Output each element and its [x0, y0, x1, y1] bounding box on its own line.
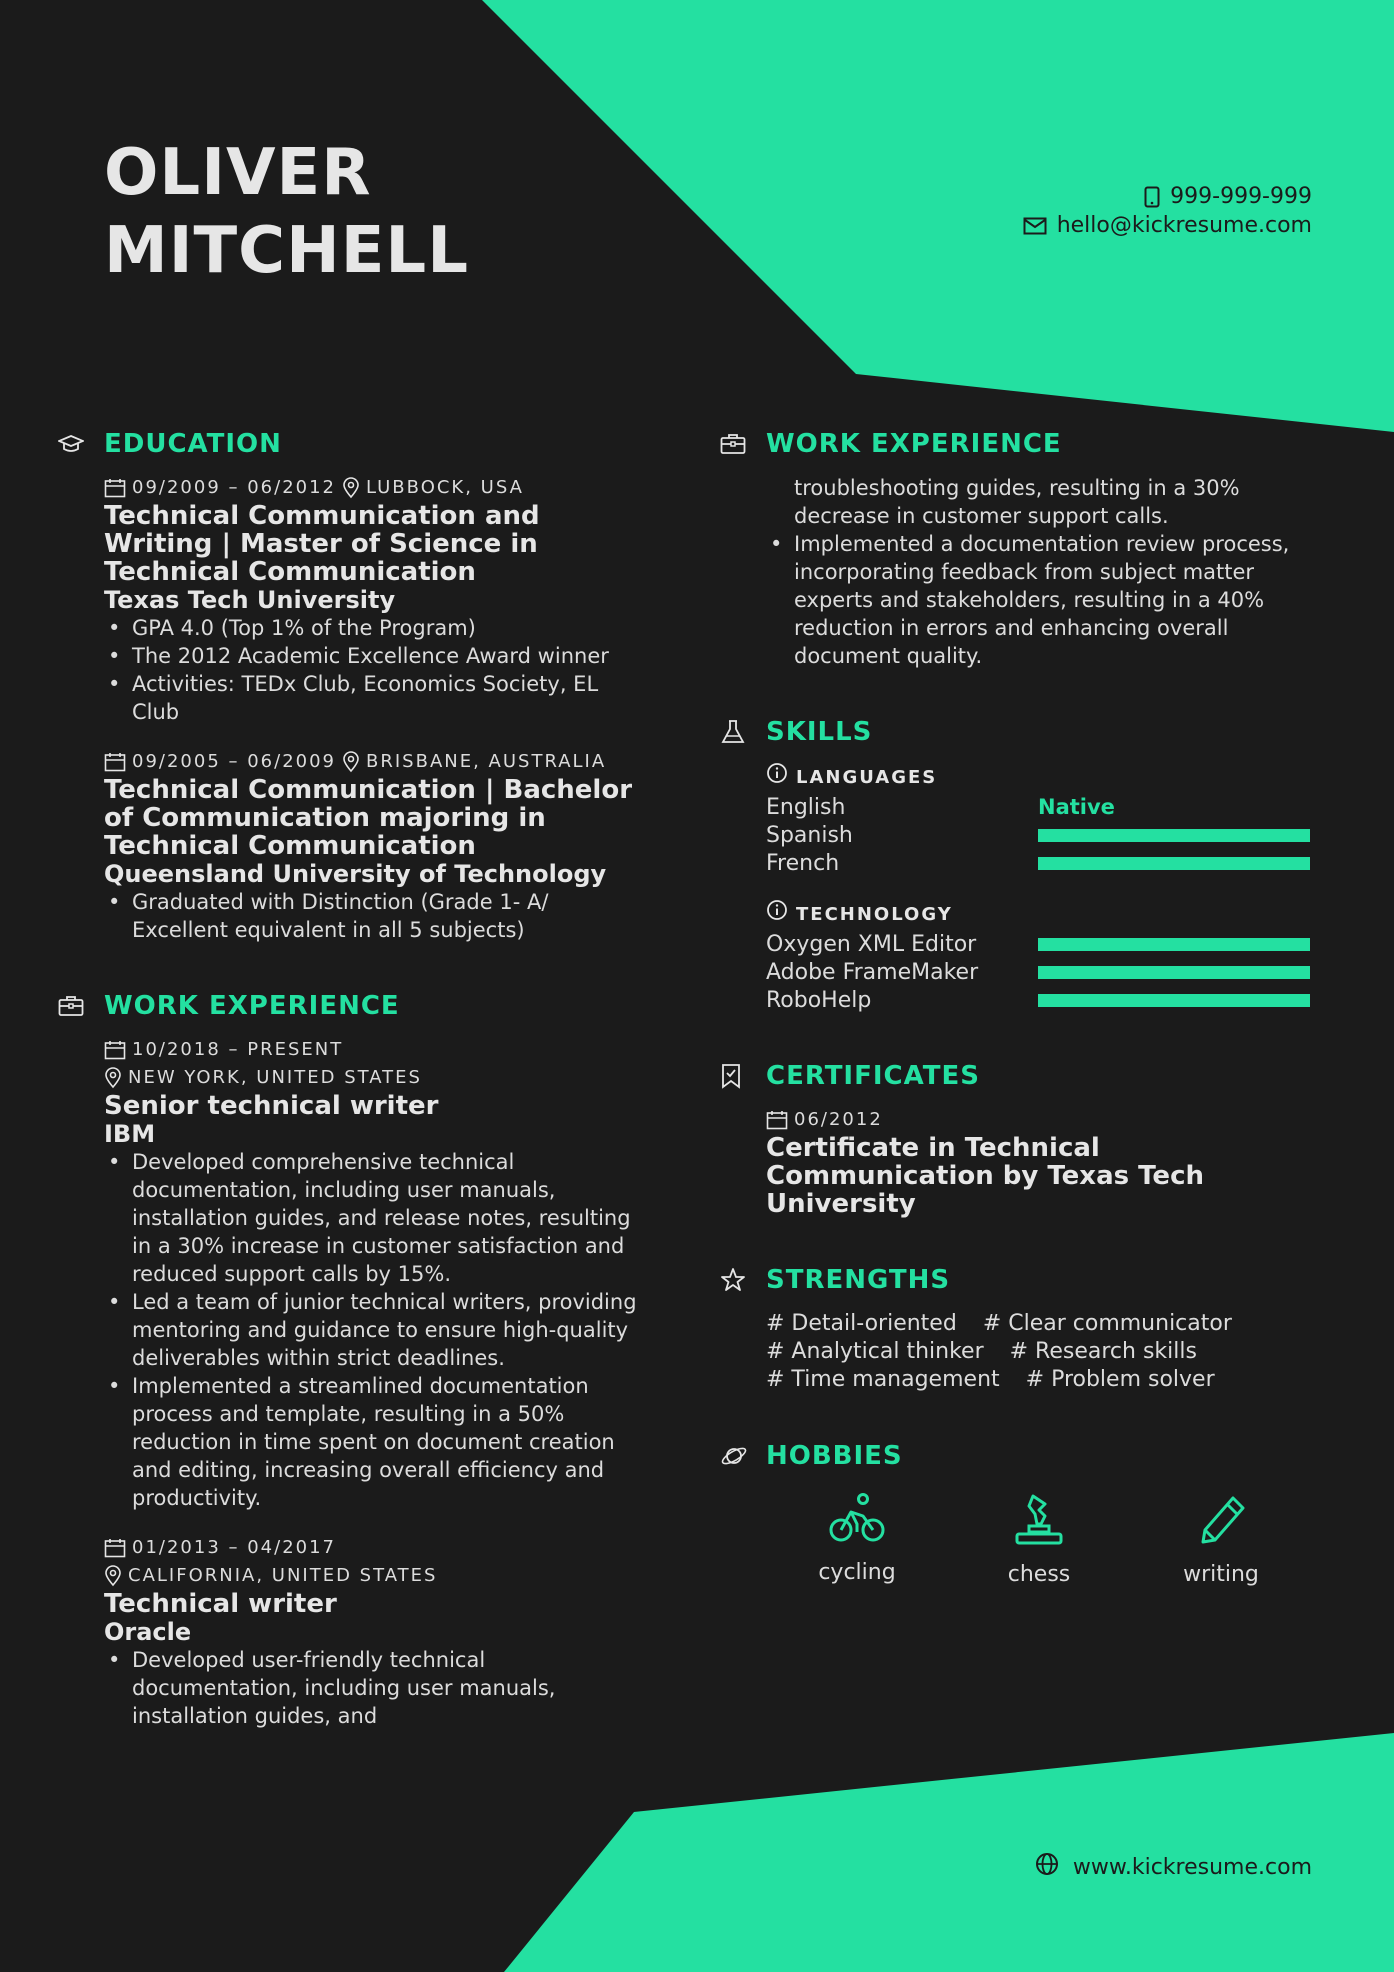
work-entry — [58, 1036, 648, 1512]
skill-level-bar — [1038, 938, 1310, 951]
info-icon — [766, 762, 788, 793]
skill-row — [766, 793, 1320, 821]
skill-level-bar — [1038, 857, 1310, 870]
education-entry — [58, 748, 648, 944]
skill-name: French — [766, 850, 840, 876]
list-item: • The 2012 Academic Excellence Award winner — [132, 642, 648, 670]
list-item: • Developed user-friendly technical documentation, including user manuals, installation guides, and — [132, 1646, 648, 1730]
skill-name: English — [766, 794, 846, 820]
strength-tag: # Detail-oriented — [766, 1311, 957, 1336]
company-name: IBM — [104, 1120, 156, 1148]
work-location: NEW YORK, UNITED STATES — [128, 1067, 422, 1088]
work-bullets — [104, 1148, 648, 1512]
star-icon — [720, 1267, 766, 1293]
flask-icon — [720, 719, 766, 745]
company-name: Oracle — [104, 1618, 192, 1646]
list-item: • Led a team of junior technical writers, providing mentoring and guidance to ensure high-quality deliverables within strict deadlines. — [132, 1288, 648, 1372]
skills-section-header — [720, 714, 1320, 750]
location-pin-icon — [104, 1565, 122, 1587]
languages-header — [766, 762, 1320, 793]
candidate-name — [104, 134, 469, 290]
calendar-icon — [104, 478, 126, 498]
contact-info — [1023, 182, 1312, 240]
work-location-row — [104, 1562, 648, 1590]
list-item: • GPA 4.0 (Top 1% of the Program) — [132, 614, 648, 642]
skill-row — [766, 930, 1320, 958]
phone-icon — [1144, 186, 1160, 208]
skill-level-bar — [1038, 994, 1310, 1007]
work-dates: 01/2013 – 04/2017 — [132, 1537, 336, 1558]
skill-row — [766, 986, 1320, 1014]
work-location-row — [104, 1064, 648, 1092]
education-location: LUBBOCK, USA — [366, 477, 524, 498]
skill-name: Oxygen XML Editor — [766, 931, 977, 957]
cycling-icon — [829, 1492, 885, 1548]
hobbies-title: HOBBIES — [766, 1441, 903, 1471]
skills-body — [720, 762, 1320, 1014]
calendar-icon — [104, 1538, 126, 1558]
skill-name: RoboHelp — [766, 987, 872, 1013]
email-icon — [1023, 217, 1047, 235]
skill-row — [766, 821, 1320, 849]
strength-row — [766, 1310, 1320, 1338]
degree-title: Technical Communication | Bachelor of Communication majoring in Technical Communication — [104, 775, 633, 861]
degree-title: Technical Communication and Writing | Master of Science in Technical Communication — [104, 501, 540, 587]
work-bullets — [104, 1646, 648, 1730]
certificate-entry — [720, 1106, 1320, 1218]
strength-tag: # Clear communicator — [982, 1311, 1232, 1336]
skill-row — [766, 849, 1320, 877]
right-column — [720, 426, 1320, 1587]
hobbies-list — [720, 1492, 1320, 1587]
hobby-label: cycling — [818, 1560, 896, 1585]
education-location: BRISBANE, AUSTRALIA — [366, 751, 607, 772]
skill-level-fill — [1038, 938, 1310, 951]
briefcase-icon — [58, 995, 104, 1017]
skills-title: SKILLS — [766, 717, 873, 747]
work-dates-row — [104, 1534, 648, 1562]
left-column — [58, 426, 648, 1730]
location-pin-icon — [342, 477, 360, 499]
work-continued-text: troubleshooting guides, resulting in a 30% decrease in customer support calls. — [794, 476, 1240, 528]
phone-row — [1023, 182, 1312, 211]
work-title: WORK EXPERIENCE — [104, 991, 400, 1021]
skill-name: Adobe FrameMaker — [766, 959, 979, 985]
certificate-date: 06/2012 — [794, 1109, 883, 1130]
job-role: Senior technical writer — [104, 1091, 439, 1121]
work-dates: 10/2018 – PRESENT — [132, 1039, 344, 1060]
hobby-item — [1130, 1492, 1312, 1587]
certificate-name: Certificate in Technical Communication by Texas Tech University — [766, 1133, 1204, 1219]
phone-number[interactable]: 999-999-999 — [1170, 184, 1312, 209]
education-bullets — [104, 888, 648, 944]
education-dates: 09/2005 – 06/2009 — [132, 751, 336, 772]
technology-label: TECHNOLOGY — [796, 903, 953, 925]
work-continued-bullets — [766, 530, 1294, 670]
strengths-section-header — [720, 1262, 1320, 1298]
strength-tag: # Time management — [766, 1367, 1000, 1392]
email-address[interactable]: hello@kickresume.com — [1056, 213, 1312, 238]
work-continued-header — [720, 426, 1320, 462]
skill-level-fill — [1038, 966, 1310, 979]
strength-tag: # Problem solver — [1025, 1367, 1215, 1392]
education-dates: 09/2009 – 06/2012 — [132, 477, 336, 498]
education-section-header — [58, 426, 648, 462]
school-name: Texas Tech University — [104, 586, 396, 614]
footer — [1035, 1852, 1312, 1882]
certificates-title: CERTIFICATES — [766, 1061, 980, 1091]
education-meta — [104, 474, 648, 502]
calendar-icon — [104, 1040, 126, 1060]
strength-tag: # Research skills — [1009, 1339, 1197, 1364]
education-meta — [104, 748, 648, 776]
skill-level-fill — [1038, 857, 1310, 870]
planet-icon — [720, 1443, 766, 1469]
hobbies-section-header — [720, 1438, 1320, 1474]
list-item: • Implemented a streamlined documentation process and template, resulting in a 50% reduction in time spent on document creation and editing, increasing overall efficiency and productivity. — [132, 1372, 648, 1512]
strength-row — [766, 1366, 1320, 1394]
first-name: OLIVER — [104, 136, 372, 210]
calendar-icon — [104, 752, 126, 772]
certificates-section-header — [720, 1058, 1320, 1094]
skill-level-text: Native — [1038, 795, 1115, 819]
education-title: EDUCATION — [104, 429, 282, 459]
bookmark-check-icon — [720, 1063, 766, 1089]
list-item: • Graduated with Distinction (Grade 1- A/ Excellent equivalent in all 5 subjects) — [132, 888, 648, 944]
education-entry — [58, 474, 648, 726]
languages-label: LANGUAGES — [796, 766, 938, 788]
work-dates-row — [104, 1036, 648, 1064]
skill-level-fill — [1038, 829, 1310, 842]
location-pin-icon — [342, 751, 360, 773]
list-item: • Developed comprehensive technical documentation, including user manuals, installation guides, and release notes, resulting in a 30% increase in customer satisfaction and reduced support calls by 15%. — [132, 1148, 648, 1288]
education-bullets — [104, 614, 648, 726]
briefcase-icon — [720, 433, 766, 455]
skill-level-bar — [1038, 966, 1310, 979]
skill-level-fill — [1038, 994, 1310, 1007]
info-icon — [766, 899, 788, 930]
work-location: CALIFORNIA, UNITED STATES — [128, 1565, 438, 1586]
last-name: MITCHELL — [104, 214, 469, 288]
hobby-label: chess — [1007, 1562, 1071, 1587]
email-row — [1023, 211, 1312, 240]
job-role: Technical writer — [104, 1589, 337, 1619]
hobby-item — [948, 1492, 1130, 1587]
list-item: • Implemented a documentation review process, incorporating feedback from subject matter experts and stakeholders, resulting in a 40% reduction in errors and enhancing overall document quality. — [794, 530, 1294, 670]
school-name: Queensland University of Technology — [104, 860, 607, 888]
list-item: • Activities: TEDx Club, Economics Society, EL Club — [132, 670, 648, 726]
location-pin-icon — [104, 1067, 122, 1089]
chess-icon — [1011, 1492, 1067, 1550]
website-link[interactable]: www.kickresume.com — [1072, 1854, 1312, 1880]
technology-header — [766, 899, 1320, 930]
skill-level-bar — [1038, 829, 1310, 842]
calendar-icon — [766, 1110, 788, 1130]
strength-row — [766, 1338, 1320, 1366]
work-section-header — [58, 988, 648, 1024]
skill-name: Spanish — [766, 822, 853, 848]
graduation-cap-icon — [58, 434, 104, 454]
strengths-title: STRENGTHS — [766, 1265, 951, 1295]
globe-icon — [1035, 1852, 1059, 1882]
hobby-item — [766, 1492, 948, 1587]
certificate-meta — [766, 1106, 1320, 1134]
strength-tag: # Analytical thinker — [766, 1339, 984, 1364]
work-entry — [58, 1534, 648, 1730]
skill-row — [766, 958, 1320, 986]
pencil-icon — [1193, 1492, 1249, 1550]
strengths-list — [720, 1310, 1320, 1394]
hobby-label: writing — [1183, 1562, 1259, 1587]
work-continued-title: WORK EXPERIENCE — [766, 429, 1062, 459]
work-continued — [720, 474, 1320, 670]
